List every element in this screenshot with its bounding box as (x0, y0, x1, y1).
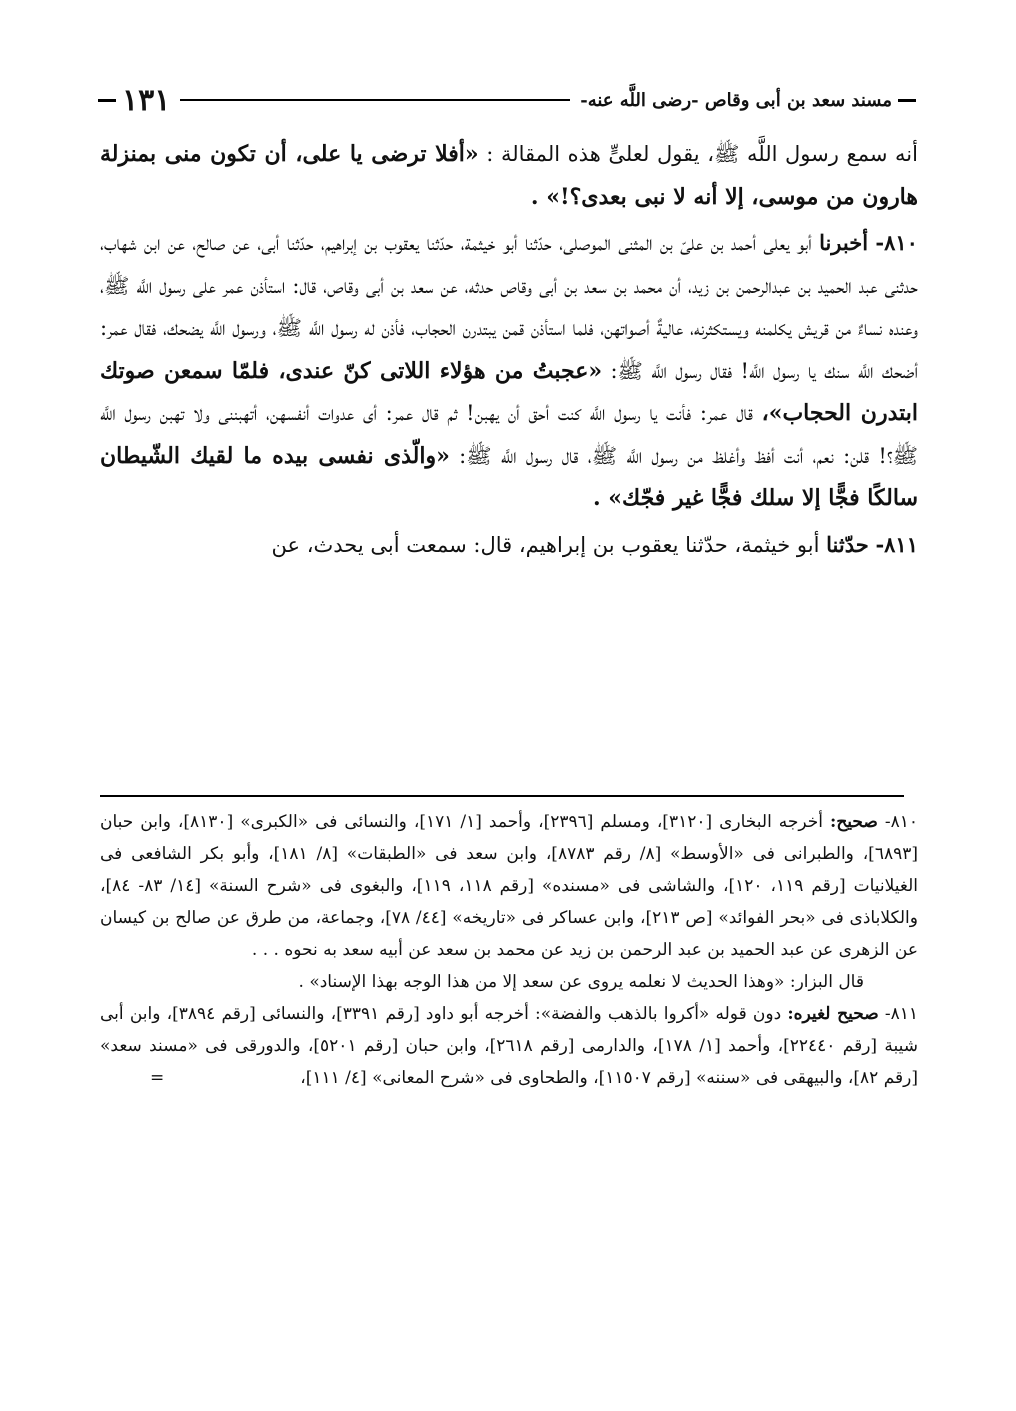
footnotes (100, 806, 918, 1094)
footnote-divider (100, 795, 904, 797)
footnote-grade: صحيح لغيره: (787, 1004, 879, 1024)
header-rule (180, 99, 570, 101)
footnote-number: ٨١١- (884, 1004, 919, 1024)
hadith-811 (100, 524, 918, 567)
running-title: مسند سعد بن أبى وقاص -رضى اللَّه عنه- (580, 89, 892, 111)
footnote-text: أخرجه البخارى [٣١٢٠]، ومسلم [٢٣٩٦]، وأحمد [١/ ١٧١]، والنسائى فى «الكبرى» [٨١٣٠]، وابن حبان [٦٨٩٣]، والطبرانى فى «الأوسط» [٨/ رقم ٨٧٨٣]، وابن سعد فى «الطبقات» [٨/ ١٨١]، وأبو بكر الشافعى فى الغيلانيات [رقم ١١٩، ١٢٠]، والشاشى فى «مسنده» [رقم ١١٨، ١١٩]، والبغوى فى «شرح السنة» [١٤/ ٨٣- ٨٤]، والكلاباذى فى «بحر الفوائد» [ص ٢١٣]، وابن عساكر فى «تاريخه» [٤٤/ ٧٨]، وجماعة، من طرق عن صالح بن كيسان عن الزهرى عن عبد الحميد بن عبد الرحمن بن زيد عن محمد بن سعد عن أبيه سعد به نحوه . . . (100, 812, 919, 960)
footnote-810 (100, 806, 918, 966)
hadith-810 (100, 222, 918, 520)
narration-text: قال عمر: فأنت يا رسول اللَّه كنت أحق أن يهبن! ثم قال عمر: أى عدوات أنفسهن، أتهبننى ولا تهبن رسول اللَّه ﷺ؟! قلن: نعم، أنت أفظ وأغلظ من رسول اللَّه ﷺ، قال رسول اللَّه ﷺ: (100, 401, 918, 468)
hadith-number: ٨١٠- (875, 230, 918, 255)
footnote-number: ٨١٠- (884, 812, 918, 832)
paragraph-continuation (100, 133, 918, 218)
hadith-text: «أفلا ترضى يا على، أن تكون منى بمنزلة هارون من موسى، إلا أنه لا نبى بعدى؟!» . (100, 141, 918, 210)
footnote-bazzar-quote: قال البزار: «وهذا الحديث لا نعلمه يروى عن سعد إلا من هذا الوجه بهذا الإسناد» . (298, 972, 864, 992)
page-header (98, 80, 916, 120)
main-text (100, 133, 918, 570)
narration-text: أبو يعلى أحمد بن علىّ بن المثنى الموصلى، حدّثنا أبو خيثمة، حدّثنا يعقوب بن إبراهيم، حدّثنا أبى، عن صالح، عن ابن شهاب، حدثنى عبد الحميد بن عبدالرحمن بن زيد، أن محمد بن سعد بن أبى وقاص حدثه، عن سعد بن أبى وقاص، قال: استأذن عمر على رسول اللَّه ﷺ، وعنده نساءٌ من قريش يكلمنه ويستكثرنه، عاليةٌ أصواتهن، فلما استأذن قمن يبتدرن الحجاب، فأذن له رسول اللَّه ﷺ، ورسول اللَّه يضحك، فقال عمر: أضحك اللَّه سنك يا رسول اللَّه! فقال رسول اللَّه ﷺ: (100, 231, 918, 383)
continuation-mark: = (150, 1068, 165, 1088)
header-dash-right (898, 99, 916, 102)
chain-lead-word: حدّثنا (826, 531, 869, 557)
narration-text: أبو خيثمة، حدّثنا يعقوب بن إبراهيم، قال: سمعت أبى يحدث، عن (271, 532, 820, 557)
narration-text: أنه سمع رسول اللَّه ﷺ، يقول لعلىٍّ هذه المقالة : (486, 142, 918, 166)
hadith-text: «عجبتُ من هؤلاء اللاتى كنّ عندى، فلمّا سمعن صوتك ابتدرن الحجاب»، (100, 357, 918, 426)
chain-lead-word: أخبرنا (819, 230, 869, 255)
hadith-text: «والّذى نفسى بيده ما لقيك الشّيطان سالكًا فجًّا إلا سلك فجًّا غير فجّك» . (100, 442, 918, 511)
page-number: ١٣١ (122, 82, 171, 118)
header-dash-left (98, 99, 116, 102)
footnote-grade: صحيح: (830, 812, 878, 832)
hadith-number: ٨١١- (875, 531, 918, 557)
footnote-text: دون قوله «أكروا بالذهب والفضة»: أخرجه أبو داود [رقم ٣٣٩١]، والنسائى [رقم ٣٨٩٤]، وابن أبى شيبة [رقم ٢٢٤٤٠]، وأحمد [١/ ١٧٨]، والدارمى [رقم ٢٦١٨]، وابن حبان [رقم ٥٢٠١]، والدورقى فى «مسند سعد» [رقم ٨٢]، والبيهقى فى «سننه» [رقم ١١٥٠٧]، والطحاوى فى «شرح المعانى» [٤/ ١١١]، (100, 1004, 918, 1088)
